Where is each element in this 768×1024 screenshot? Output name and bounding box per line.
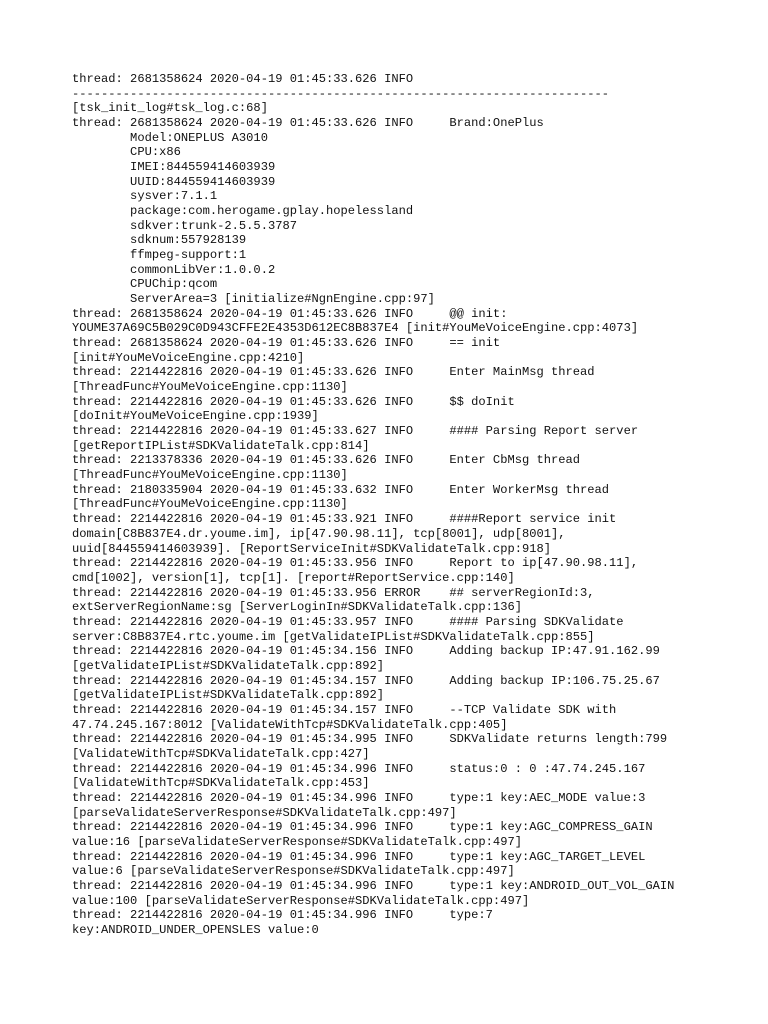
log-line: thread: 2214422816 2020-04-19 01:45:34.996 INFO status:0 : 0 :47.74.245.167: [72, 761, 646, 776]
log-line: key:ANDROID_UNDER_OPENSLES value:0: [72, 922, 319, 937]
log-line: value:16 [parseValidateServerResponse#SDKValidateTalk.cpp:497]: [72, 834, 522, 849]
log-line: commonLibVer:1.0.0.2: [72, 262, 276, 277]
log-line: CPU:x86: [72, 145, 181, 160]
log-line: thread: 2214422816 2020-04-19 01:45:34.996 INFO type:1 key:AGC_TARGET_LEVEL: [72, 849, 646, 864]
log-line: thread: 2214422816 2020-04-19 01:45:34.996 INFO type:1 key:AEC_MODE value:3: [72, 790, 646, 805]
log-line: [doInit#YouMeVoiceEngine.cpp:1939]: [72, 409, 319, 424]
log-line: [parseValidateServerResponse#SDKValidateTalk.cpp:497]: [72, 805, 457, 820]
log-line: cmd[1002], version[1], tcp[1]. [report#ReportService.cpp:140]: [72, 570, 515, 585]
log-line: sdknum:557928139: [72, 233, 247, 248]
log-line: [tsk_init_log#tsk_log.c:68]: [72, 101, 268, 116]
log-line: sysver:7.1.1: [72, 189, 218, 204]
log-line: thread: 2681358624 2020-04-19 01:45:33.626 INFO Brand:OnePlus: [72, 116, 544, 131]
log-line: [getValidateIPList#SDKValidateTalk.cpp:892]: [72, 658, 385, 673]
log-line: package:com.herogame.gplay.hopelessland: [72, 204, 414, 219]
log-line: IMEI:844559414603939: [72, 160, 276, 175]
log-line: thread: 2681358624 2020-04-19 01:45:33.626 INFO @@ init:: [72, 306, 508, 321]
log-line: 47.74.245.167:8012 [ValidateWithTcp#SDKValidateTalk.cpp:405]: [72, 717, 508, 732]
log-line: thread: 2214422816 2020-04-19 01:45:34.996 INFO type:1 key:ANDROID_OUT_VOL_GAIN: [72, 878, 675, 893]
log-line: [ValidateWithTcp#SDKValidateTalk.cpp:453]: [72, 776, 370, 791]
log-line: thread: 2214422816 2020-04-19 01:45:34.157 INFO --TCP Validate SDK with: [72, 702, 617, 717]
log-line: thread: 2214422816 2020-04-19 01:45:33.626 INFO Enter MainMsg thread: [72, 365, 595, 380]
log-line: domain[C8B837E4.dr.youme.im], ip[47.90.98.11], tcp[8001], udp[8001],: [72, 526, 566, 541]
log-line: [getValidateIPList#SDKValidateTalk.cpp:892]: [72, 688, 385, 703]
log-line: thread: 2681358624 2020-04-19 01:45:33.626 INFO == init: [72, 336, 501, 351]
log-line: thread: 2180335904 2020-04-19 01:45:33.632 INFO Enter WorkerMsg thread: [72, 482, 610, 497]
log-line: uuid[844559414603939]. [ReportServiceInit#SDKValidateTalk.cpp:918]: [72, 541, 551, 556]
log-line: thread: 2214422816 2020-04-19 01:45:34.156 INFO Adding backup IP:47.91.162.99: [72, 644, 660, 659]
log-line: ServerArea=3 [initialize#NgnEngine.cpp:97]: [72, 292, 435, 307]
log-line: [getReportIPList#SDKValidateTalk.cpp:814]: [72, 438, 370, 453]
log-line: value:100 [parseValidateServerResponse#SDKValidateTalk.cpp:497]: [72, 893, 530, 908]
log-line: ffmpeg-support:1: [72, 248, 247, 263]
log-line: thread: 2214422816 2020-04-19 01:45:34.995 INFO SDKValidate returns length:799: [72, 732, 668, 747]
log-line: thread: 2214422816 2020-04-19 01:45:33.956 INFO Report to ip[47.90.98.11],: [72, 556, 639, 571]
log-line: thread: 2213378336 2020-04-19 01:45:33.626 INFO Enter CbMsg thread: [72, 453, 581, 468]
log-line: thread: 2214422816 2020-04-19 01:45:33.956 ERROR ## serverRegionId:3,: [72, 585, 595, 600]
log-line: thread: 2214422816 2020-04-19 01:45:33.921 INFO ####Report service init: [72, 512, 617, 527]
log-line: thread: 2214422816 2020-04-19 01:45:33.626 INFO $$ doInit: [72, 394, 515, 409]
log-line: thread: 2681358624 2020-04-19 01:45:33.626 INFO: [72, 72, 414, 86]
log-line: YOUME37A69C5B029C0D943CFFE2E4353D612EC8B837E4 [init#YouMeVoiceEngine.cpp:4073]: [72, 321, 639, 336]
log-line: CPUChip:qcom: [72, 277, 218, 292]
log-line: [ValidateWithTcp#SDKValidateTalk.cpp:427]: [72, 746, 370, 761]
log-line: thread: 2214422816 2020-04-19 01:45:34.157 INFO Adding backup IP:106.75.25.67: [72, 673, 660, 688]
log-line: [ThreadFunc#YouMeVoiceEngine.cpp:1130]: [72, 468, 348, 483]
log-line: thread: 2214422816 2020-04-19 01:45:33.627 INFO #### Parsing Report server: [72, 424, 639, 439]
log-line: thread: 2214422816 2020-04-19 01:45:34.996 INFO type:7: [72, 908, 493, 923]
log-line: sdkver:trunk-2.5.5.3787: [72, 218, 297, 233]
log-line: thread: 2214422816 2020-04-19 01:45:33.957 INFO #### Parsing SDKValidate: [72, 614, 624, 629]
log-document: [72, 72, 762, 938]
log-line: Model:ONEPLUS A3010: [72, 130, 268, 145]
log-line: value:6 [parseValidateServerResponse#SDKValidateTalk.cpp:497]: [72, 864, 515, 879]
log-line: UUID:844559414603939: [72, 174, 276, 189]
log-line: thread: 2214422816 2020-04-19 01:45:34.996 INFO type:1 key:AGC_COMPRESS_GAIN: [72, 820, 653, 835]
log-line: [init#YouMeVoiceEngine.cpp:4210]: [72, 350, 305, 365]
log-line: [ThreadFunc#YouMeVoiceEngine.cpp:1130]: [72, 497, 348, 512]
log-line: extServerRegionName:sg [ServerLoginIn#SDKValidateTalk.cpp:136]: [72, 600, 522, 615]
log-line: --------------------------------------------------------------------------: [72, 86, 610, 101]
log-line: [ThreadFunc#YouMeVoiceEngine.cpp:1130]: [72, 380, 348, 395]
log-line: server:C8B837E4.rtc.youme.im [getValidateIPList#SDKValidateTalk.cpp:855]: [72, 629, 595, 644]
